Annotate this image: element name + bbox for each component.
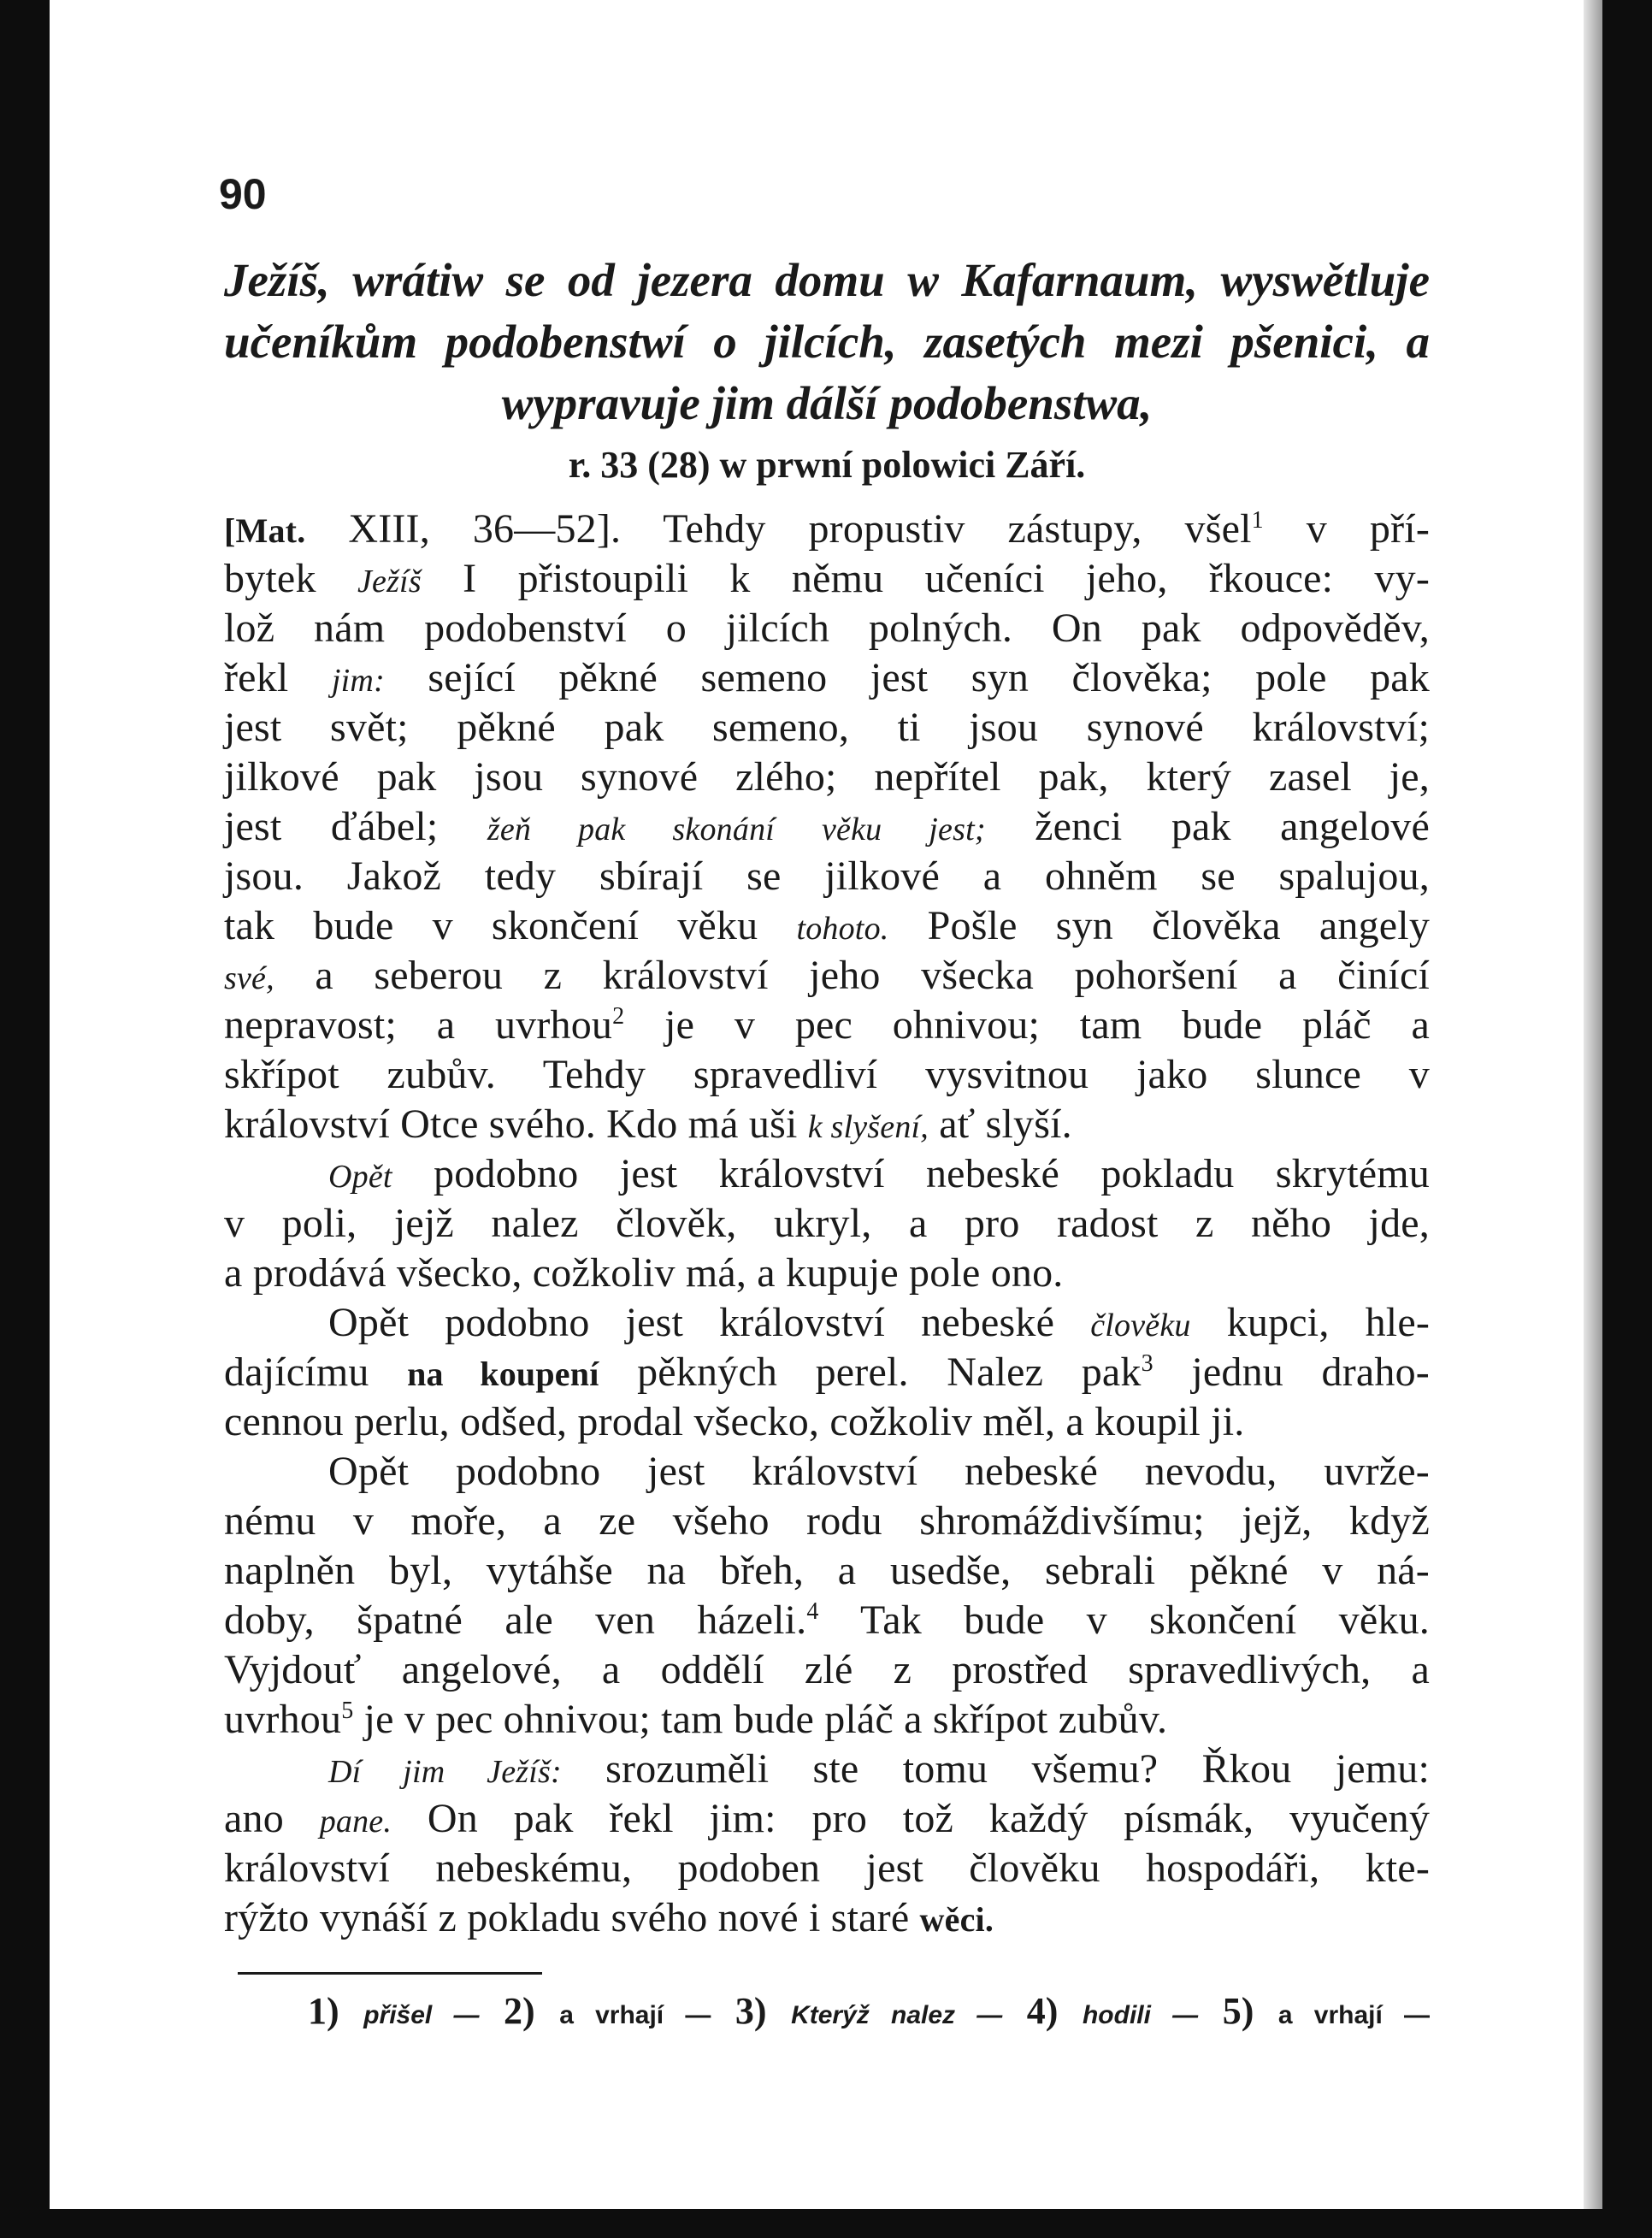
text-run: dajícímu (224, 1349, 369, 1395)
footnote-ref: 1 (1251, 507, 1264, 534)
footnote-number: 3) (735, 1990, 767, 2032)
heading-line-2: učeníkům podobenstwí o jilcích, zasetých mezi pšenici, a (224, 316, 1430, 368)
text-run: rýžto vynáší z pokladu svého nové i staré (224, 1895, 910, 1940)
citation-range: XIII, 36—52]. (348, 506, 622, 552)
inserted-word: žeň pak skonání věku jest; (487, 812, 986, 847)
text-run: bytek (224, 556, 316, 601)
text-line (224, 1695, 1430, 1745)
text-run: v pří- (1306, 506, 1431, 552)
footnote-number: 1) (308, 1990, 339, 2032)
text-line: království nebeskému, podoben jest člověku hospodáři, kte- (224, 1845, 1430, 1891)
text-line: jest svět; pěkné pak semeno, ti jsou synové království; (224, 705, 1430, 750)
text-run: Tak bude v skončení věku. (860, 1597, 1430, 1643)
text-line (224, 802, 1430, 852)
page-number: 90 (219, 170, 267, 218)
footnote-ref: 3 (1141, 1350, 1153, 1377)
text-line: v poli, jejž nalez člověk, ukryl, a pro radost z něho jde, (224, 1201, 1430, 1246)
text-run: ať slyší. (939, 1101, 1072, 1147)
footnote-divider (238, 1972, 542, 1975)
footnote-ref: 5 (341, 1698, 354, 1724)
text-line (224, 653, 1430, 703)
text-run: podobno jest království nebeské pokladu skrytému (434, 1151, 1431, 1196)
body-text (224, 505, 1430, 1943)
text-run: pěkných perel. Nalez pak (637, 1349, 1142, 1395)
heading-line-1: Ježíš, wrátiw se od jezera domu w Kafarnaum, wyswětluje (224, 254, 1430, 306)
text-run: království Otce svého. Kdo má uši (224, 1101, 798, 1147)
inserted-word: na koupení (407, 1355, 599, 1393)
page-edge-shadow (1584, 0, 1602, 2238)
inserted-word: Opět (328, 1159, 392, 1195)
text-line (224, 505, 1430, 554)
text-line: jsou. Jakož tedy sbírají se jilkové a ohněm se spalujou, (224, 853, 1430, 899)
text-line: cennou perlu, odšed, prodal všecko, cožkoliv měl, a koupil ji. (224, 1399, 1245, 1444)
text-run: uvrhou (224, 1697, 342, 1742)
text-line (224, 1794, 1430, 1844)
text-line: nému v moře, a ze všeho rodu shromáždivšímu; jejž, když (224, 1498, 1430, 1544)
text-run: kupci, hle- (1226, 1300, 1431, 1345)
text-run: je v pec ohnivou; tam bude pláč a (664, 1002, 1430, 1048)
text-line: naplněn byl, vytáhše na břeh, a usedše, sebrali pěkné v ná- (224, 1548, 1430, 1593)
citation-book: [Mat. (224, 511, 306, 550)
footnote-ref: 4 (806, 1598, 819, 1625)
footnote-number: 5) (1222, 1990, 1254, 2032)
text-run: sející pěkné semeno jest syn člověka; pole pak (428, 655, 1430, 700)
scan-border-bottom (0, 2209, 1652, 2238)
inserted-word: člověku (1090, 1308, 1191, 1343)
scan-border-left (0, 0, 50, 2238)
footnote-text: přišel — (363, 2001, 480, 2029)
inserted-word: wěci. (919, 1900, 994, 1939)
text-line: jilkové pak jsou synové zlého; nepřítel pak, který zasel je, (224, 754, 1430, 800)
text-run: Pošle syn člověka angely (927, 903, 1431, 948)
text-line: lož nám podobenství o jilcích polných. On pak odpověděv, (224, 605, 1430, 651)
footnote-number: 4) (1026, 1990, 1059, 2032)
text-line (224, 1348, 1430, 1397)
footnotes (308, 1986, 1430, 2041)
text-run: srozuměli ste tomu všemu? Řkou jemu: (605, 1746, 1431, 1792)
text-run: jednu draho- (1191, 1349, 1430, 1395)
text-run: jest ďábel; (224, 804, 439, 849)
text-line (224, 1100, 1430, 1149)
text-line (224, 951, 1430, 1001)
text-run: ano (224, 1796, 284, 1841)
text-line: a prodává všecko, cožkoliv má, a kupuje pole ono. (224, 1250, 1064, 1296)
text-run: tak bude v skončení věku (224, 903, 758, 948)
heading-line-3: wypravuje jim dálší podobenstwa, (501, 377, 1153, 429)
heading-date: r. 33 (28) w prwní polowici Září. (568, 444, 1086, 486)
inserted-word: Dí jim Ježíš: (328, 1754, 562, 1790)
text-run: je v pec ohnivou; tam bude pláč a skřípot zubův. (363, 1697, 1168, 1742)
inserted-word: Ježíš (357, 564, 422, 599)
footnote-text: a vrhají — (1277, 2001, 1431, 2029)
text-run: nepravost; a uvrhou (224, 1002, 613, 1048)
text-run: I přistoupili k němu učeníci jeho, řkouce: vy- (463, 556, 1431, 601)
text-line (224, 1745, 1430, 1794)
text-line: skřípot zubův. Tehdy spravedliví vysvitnou jako slunce v (224, 1052, 1430, 1097)
text-line (224, 1298, 1430, 1348)
text-line: Opět podobno jest království nebeské nevodu, uvrže- (328, 1449, 1430, 1494)
text-run: řekl (224, 655, 289, 700)
inserted-word: k slyšení, (807, 1109, 929, 1145)
chapter-heading (224, 250, 1430, 494)
footnote-text: hodili — (1082, 2001, 1199, 2029)
text-run: Opět podobno jest království nebeské (328, 1300, 1055, 1345)
text-run: ženci pak angelové (1035, 804, 1431, 849)
text-line (224, 1001, 1430, 1050)
text-line (224, 554, 1430, 604)
text-run: doby, špatné ale ven házeli. (224, 1597, 807, 1643)
text-line (224, 1149, 1430, 1199)
text-line (224, 1893, 1430, 1943)
inserted-word: tohoto. (796, 911, 889, 947)
footnote-number: 2) (504, 1990, 535, 2032)
inserted-word: své, (224, 960, 274, 996)
text-run: a seberou z království jeho všecka pohoršení a činící (315, 953, 1431, 998)
scan-border-right (1602, 0, 1652, 2238)
footnote-text: Kterýž nalez — (791, 2001, 1003, 2029)
footnote-text: a vrhají — (559, 2001, 711, 2029)
text-line (224, 1596, 1430, 1645)
text-run: Tehdy propustiv zástupy, všel (663, 506, 1252, 552)
footnote-ref: 2 (612, 1003, 625, 1030)
inserted-word: pane. (319, 1804, 392, 1839)
text-run: On pak řekl jim: pro tož každý písmák, vyučený (427, 1796, 1431, 1841)
text-line: Vyjdouť angelové, a oddělí zlé z prostřed spravedlivých, a (224, 1647, 1430, 1692)
text-line (224, 901, 1430, 951)
inserted-word: jim: (331, 663, 385, 699)
